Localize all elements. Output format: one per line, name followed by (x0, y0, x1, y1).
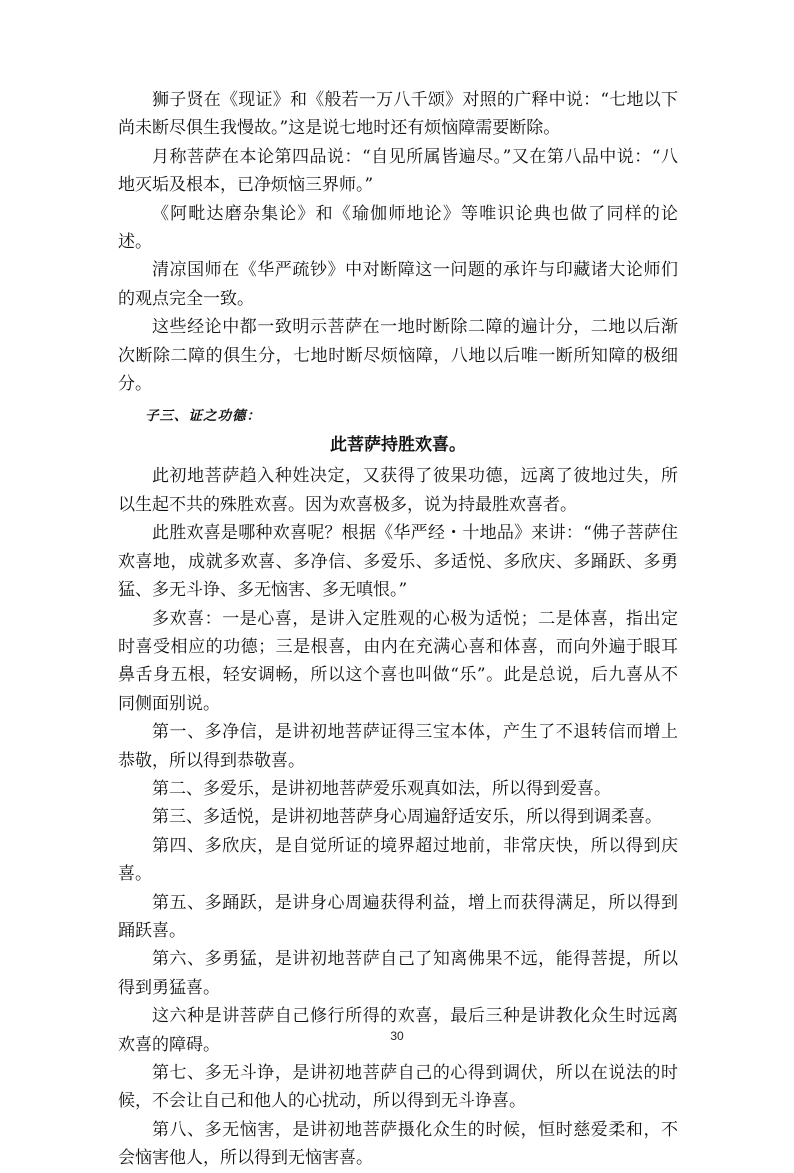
page-number: 30 (390, 1029, 404, 1043)
paragraph: 多欢喜：一是心喜，是讲入定胜观的心极为适悦；二是体喜，指出定时喜受相应的功德；三是根喜，由内在充满心喜和体喜，而向外遍于眼耳鼻舌身五根，轻安调畅，所以这个喜也叫做“乐”。此是总说，后九喜从不同侧面别说。 (118, 608, 678, 714)
paragraph: 第四、多欣庆，是自觉所证的境界超过地前，非常庆快，所以得到庆喜。 (118, 835, 678, 885)
paragraph: 第六、多勇猛，是讲初地菩萨自己了知离佛果不远，能得菩提，所以得到勇猛喜。 (118, 949, 678, 998)
paragraph: 月称菩萨在本论第四品说：“自见所属皆遍尽。”又在第八品中说：“八地灭垢及根本，已净烦恼三界师。” (118, 146, 678, 196)
paragraph: 第八、多无恼害，是讲初地菩萨摄化众生的时候，恒时慈爱柔和，不会恼害他人，所以得到无恼害喜。 (118, 1119, 678, 1169)
paragraph: 此初地菩萨趋入种姓决定，又获得了彼果功德，远离了彼地过失，所以生起不共的殊胜欢喜。因为欢喜极多，说为持最胜欢喜者。 (118, 466, 678, 515)
paragraph: 第二、多爱乐，是讲初地菩萨爱乐观真如法，所以得到爱喜。 (152, 778, 611, 799)
paragraph: 这些经论中都一致明示菩萨在一地时断除二障的遍计分，二地以后渐次断除二障的俱生分，七地时断尽烦恼障，八地以后唯一断所知障的极细分。 (118, 317, 678, 395)
paragraph: 第一、多净信，是讲初地菩萨证得三宝本体，产生了不退转信而增上恭敬，所以得到恭敬喜。 (118, 722, 678, 771)
paragraph: 第五、多踊跃，是讲身心周遍获得利益，增上而获得满足，所以得到踊跃喜。 (118, 892, 678, 941)
paragraph: 第三、多适悦，是讲初地菩萨身心周遍舒适安乐，所以得到调柔喜。 (152, 807, 662, 828)
root-verse: 此菩萨持胜欢喜。 (330, 435, 466, 456)
paragraph: 第七、多无斗诤，是讲初地菩萨自己的心得到调伏，所以在说法的时候，不会让自己和他人的心扰动，所以得到无斗诤喜。 (118, 1063, 678, 1112)
paragraph: 狮子贤在《现证》和《般若一万八千颂》对照的广释中说：“七地以下尚未断尽俱生我慢故。”这是说七地时还有烦恼障需要断除。 (118, 90, 678, 139)
paragraph: 这六种是讲菩萨自己修行所得的欢喜，最后三种是讲教化众生时远离欢喜的障碍。 (118, 1006, 678, 1055)
paragraph: 《阿毗达磨杂集论》和《瑜伽师地论》等唯识论典也做了同样的论述。 (118, 203, 678, 253)
paragraph: 清凉国师在《华严疏钞》中对断障这一问题的承许与印藏诸大论师们的观点完全一致。 (118, 260, 678, 309)
page-body (118, 86, 678, 1173)
section-subheading: 子三、证之功德： (145, 408, 261, 425)
paragraph: 此胜欢喜是哪种欢喜呢？根据《华严经・十地品》来讲：“佛子菩萨住欢喜地，成就多欢喜、多净信、多爱乐、多适悦、多欣庆、多踊跃、多勇猛、多无斗诤、多无恼害、多无嗔恨。” (118, 523, 678, 601)
